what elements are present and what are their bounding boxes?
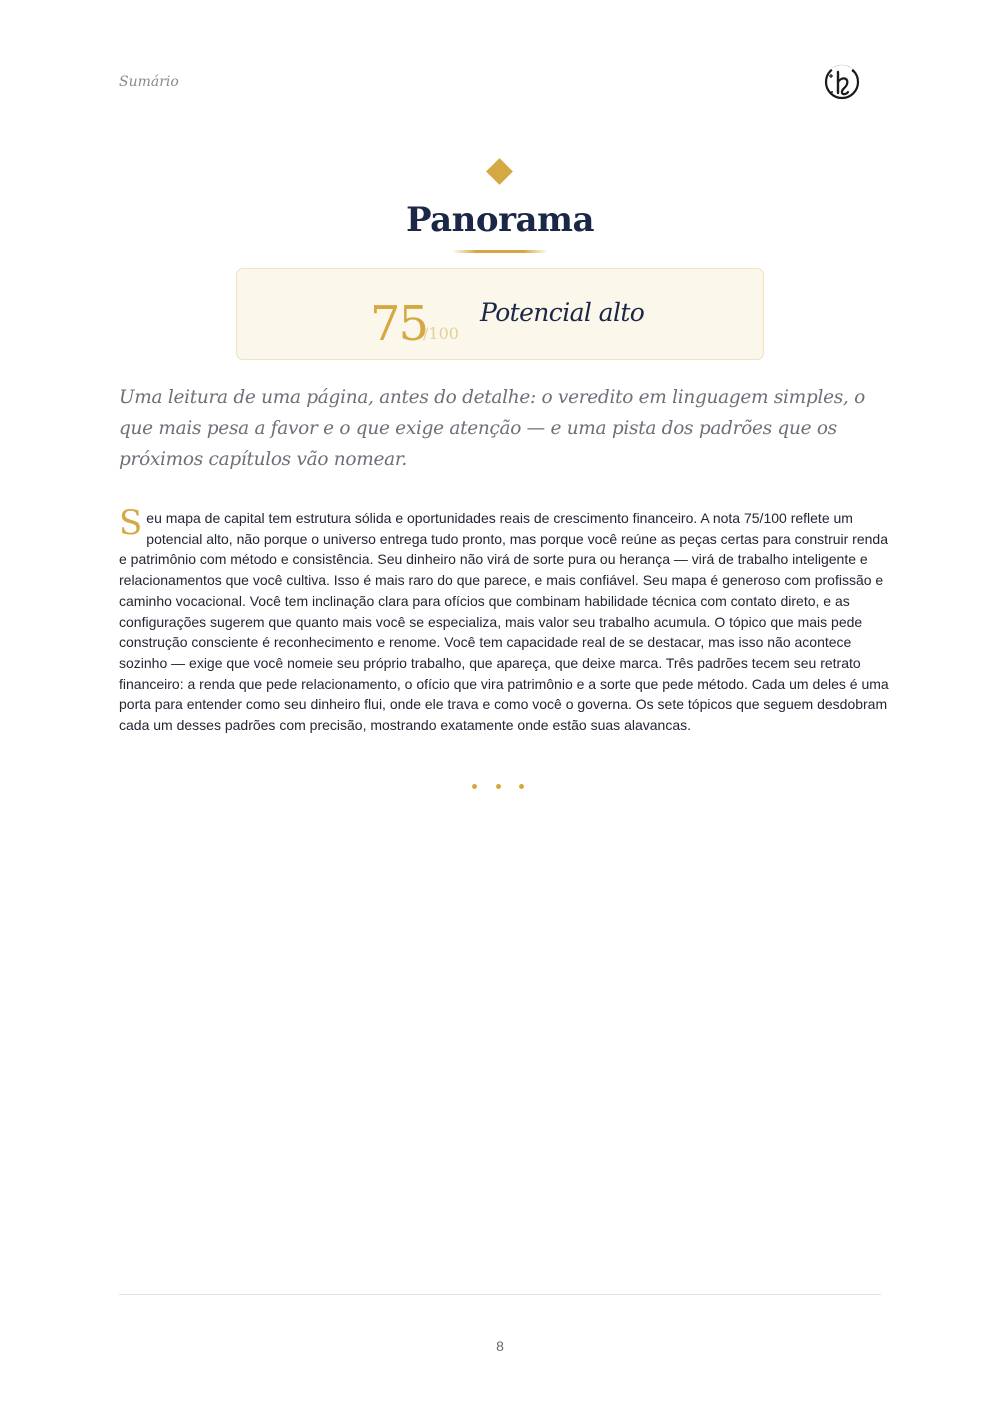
divider-dot — [519, 784, 524, 789]
score-value: 75 — [370, 296, 428, 352]
diamond-ornament-icon — [486, 158, 513, 185]
divider-dot — [496, 784, 501, 789]
table-of-contents-link[interactable]: Sumário — [119, 74, 179, 90]
title-underline — [452, 250, 548, 253]
page-number: 8 — [496, 1338, 504, 1354]
score-max: /100 — [423, 324, 459, 343]
drop-cap: S — [119, 503, 143, 543]
body-text: eu mapa de capital tem estrutura sólida e oportunidades reais de crescimento financeiro. A nota 75/100 reflete um potencial alto, não porque o universo entrega tudo pronto, mas porque você reúne as peças certas para construir renda e patrimônio com método e consistência. Seu dinheiro não virá de sorte pura ou herança — virá de trabalho inteligente e relacionamentos que você cultiva. Isso é mais raro do que parece, e mais confiável. Seu mapa é generoso com profissão e caminho vocacional. Você tem inclinação clara para ofícios que combinam habilidade técnica com contato direto, e as configurações sugerem que quanto mais você se especializa, mais valor seu trabalho acumula. O tópico que mais pede construção consciente é reconhecimento e renome. Você tem capacidade real de se destacar, mas isso não acontece sozinho — exige que você nomeie seu próprio trabalho, que apareça, que deixe marca. Três padrões tecem seu retrato financeiro: a renda que pede relacionamento, o ofício que vira patrimônio e a sorte que pede método. Cada um deles é uma porta para entender como seu dinheiro flui, onde ele trava e como você o governa. Os sete tópicos que seguem desdobram cada um desses padrões com precisão, mostrando exatamente onde estão suas alavancas. — [119, 510, 889, 734]
divider-dot — [472, 784, 477, 789]
footer-divider — [119, 1294, 881, 1295]
score-label: Potencial alto — [480, 298, 645, 327]
monogram-logo-icon — [822, 62, 862, 102]
body-paragraph — [119, 503, 889, 736]
lede-paragraph: Uma leitura de uma página, antes do detalhe: o veredito em linguagem simples, o que mais pesa a favor e o que exige atenção — e uma pista dos padrões que os próximos capítulos vão nomear. — [119, 387, 865, 470]
section-divider-dots — [470, 784, 530, 792]
section-title: Panorama — [405, 200, 595, 240]
